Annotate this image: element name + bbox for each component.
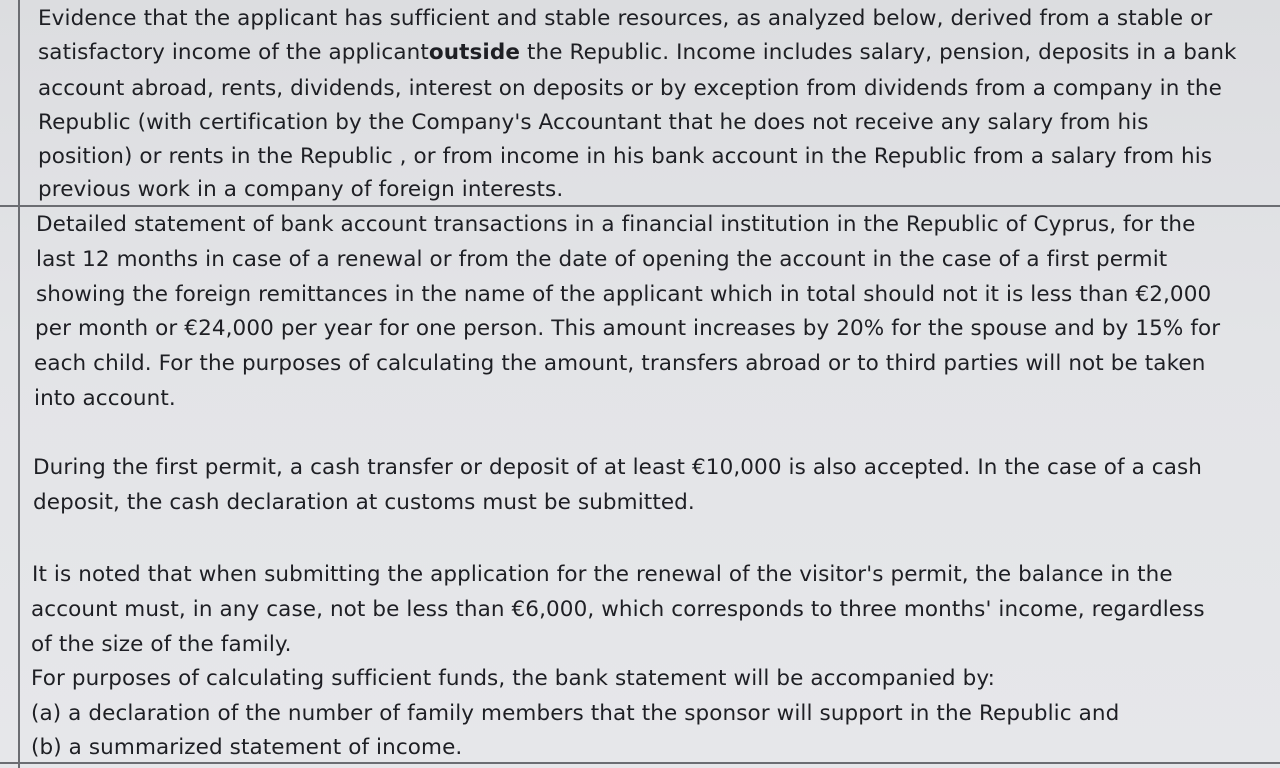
paragraph-line — [38, 38, 1237, 68]
paragraph-line: last 12 months in case of a renewal or from the date of opening the account in the case of a first permit — [36, 247, 1168, 272]
paragraph-line: previous work in a company of foreign interests. — [38, 177, 564, 202]
paragraph-line: It is noted that when submitting the application for the renewal of the visitor's permit, the balance in the — [32, 562, 1173, 587]
paragraph-line: of the size of the family. — [31, 632, 292, 657]
paragraph-line: position) or rents in the Republic , or from income in his bank account in the Republic from a salary from his — [38, 144, 1213, 169]
paragraph-line: account must, in any case, not be less than €6,000, which corresponds to three months' income, regardless — [31, 597, 1205, 622]
paragraph-line: into account. — [34, 386, 176, 411]
table-row-divider — [0, 205, 1280, 207]
paragraph-line: Detailed statement of bank account transactions in a financial institution in the Republic of Cyprus, for the — [36, 212, 1196, 237]
paragraph-line: Republic (with certification by the Company's Accountant that he does not receive any salary from his — [38, 110, 1149, 135]
paragraph-line: account abroad, rents, dividends, interest on deposits or by exception from dividends from a company in the — [38, 76, 1222, 101]
paragraph-line: Evidence that the applicant has sufficient and stable resources, as analyzed below, derived from a stable or — [38, 6, 1213, 31]
paragraph-line: per month or €24,000 per year for one person. This amount increases by 20% for the spouse and by 15% for — [35, 316, 1221, 341]
paragraph-line: (b) a summarized statement of income. — [31, 735, 463, 760]
paragraph-line: For purposes of calculating sufficient funds, the bank statement will be accompanied by: — [31, 666, 995, 691]
paragraph-line: each child. For the purposes of calculating the amount, transfers abroad or to third parties will not be taken — [34, 351, 1206, 376]
emphasized-word: outside — [428, 40, 521, 65]
paragraph-line: During the first permit, a cash transfer or deposit of at least €10,000 is also accepted. In the case of a cash — [33, 455, 1203, 480]
paragraph-text: the Republic. Income includes salary, pension, deposits in a bank — [527, 40, 1237, 65]
paragraph-line: (a) a declaration of the number of family members that the sponsor will support in the Republic and — [31, 701, 1120, 726]
table-left-border — [18, 0, 20, 768]
paragraph-text: satisfactory income of the applicant — [38, 40, 429, 65]
paragraph-line: deposit, the cash declaration at customs must be submitted. — [33, 490, 695, 515]
paragraph-line: showing the foreign remittances in the name of the applicant which in total should not it is less than €2,000 — [36, 282, 1212, 307]
